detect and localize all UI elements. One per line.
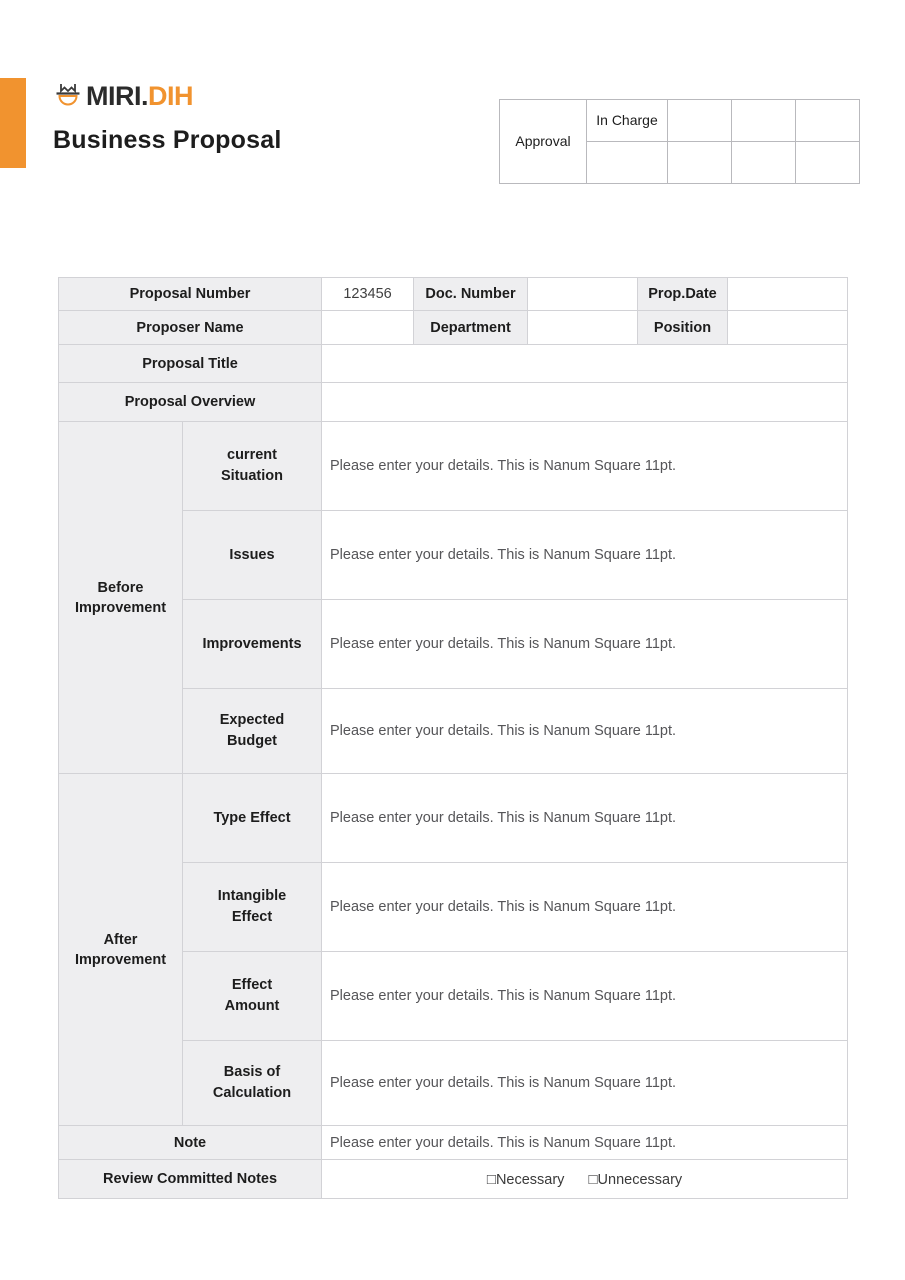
section-label-after-improvement xyxy=(59,774,183,1126)
brand-name-accent: DIH xyxy=(148,81,193,111)
sub-label-expected-budget xyxy=(183,689,322,774)
note-label: Note xyxy=(59,1126,322,1160)
brand-block xyxy=(53,78,281,155)
approval-role-row xyxy=(500,100,860,142)
field-intangible-effect[interactable]: Please enter your details. This is Nanum Square 11pt. xyxy=(322,863,848,952)
row-proposer-name xyxy=(59,311,848,345)
sub-label-improvements: Improvements xyxy=(183,600,322,689)
sub-label-effect-amount xyxy=(183,952,322,1041)
brand-name-primary: MIRI. xyxy=(86,81,148,111)
sub-label-line2: Amount xyxy=(224,998,280,1014)
brand-logo-row xyxy=(53,78,281,114)
review-option-necessary[interactable] xyxy=(487,1171,565,1188)
approval-signature-table xyxy=(499,99,860,184)
miri-cat-hat-logo-icon xyxy=(53,82,83,110)
sub-label-line1: Effect xyxy=(231,977,273,993)
section-label-line1: Before xyxy=(97,579,144,596)
row-note xyxy=(59,1126,848,1160)
prop-date-value[interactable] xyxy=(728,278,848,311)
row-after-type-effect xyxy=(59,774,848,863)
approval-signature-cell-0[interactable] xyxy=(587,142,668,184)
field-type-effect[interactable]: Please enter your details. This is Nanum Square 11pt. xyxy=(322,774,848,863)
proposal-number-value[interactable]: 123456 xyxy=(322,278,414,311)
row-review-committed-notes xyxy=(59,1160,848,1199)
approval-role-cell-1 xyxy=(668,100,732,142)
proposal-title-label: Proposal Title xyxy=(59,345,322,383)
proposal-number-label: Proposal Number xyxy=(59,278,322,311)
sub-label-line1: Expected xyxy=(219,712,285,728)
row-proposal-number xyxy=(59,278,848,311)
approval-signature-cell-2[interactable] xyxy=(732,142,796,184)
approval-label-cell: Approval xyxy=(500,100,587,184)
business-proposal-form-table xyxy=(58,277,848,1199)
row-before-current-situation xyxy=(59,422,848,511)
sub-label-type-effect: Type Effect xyxy=(183,774,322,863)
field-issues[interactable]: Please enter your details. This is Nanum Square 11pt. xyxy=(322,511,848,600)
proposal-overview-label: Proposal Overview xyxy=(59,383,322,422)
sub-label-basis-of-calculation xyxy=(183,1041,322,1126)
field-basis-of-calculation[interactable]: Please enter your details. This is Nanum Square 11pt. xyxy=(322,1041,848,1126)
field-expected-budget[interactable]: Please enter your details. This is Nanum Square 11pt. xyxy=(322,689,848,774)
position-label: Position xyxy=(638,311,728,345)
review-committed-notes-label: Review Committed Notes xyxy=(59,1160,322,1199)
approval-role-cell-0: In Charge xyxy=(587,100,668,142)
row-proposal-title xyxy=(59,345,848,383)
sub-label-line1: current xyxy=(227,447,277,463)
department-label: Department xyxy=(414,311,528,345)
orange-accent-bar xyxy=(0,78,26,168)
field-effect-amount[interactable]: Please enter your details. This is Nanum Square 11pt. xyxy=(322,952,848,1041)
field-note[interactable]: Please enter your details. This is Nanum Square 11pt. xyxy=(322,1126,848,1160)
department-value[interactable] xyxy=(528,311,638,345)
proposer-name-label: Proposer Name xyxy=(59,311,322,345)
field-improvements[interactable]: Please enter your details. This is Nanum Square 11pt. xyxy=(322,600,848,689)
review-option-necessary-label: Necessary xyxy=(495,1171,565,1188)
review-options-cell xyxy=(322,1160,848,1199)
review-option-unnecessary-label: Unnecessary xyxy=(597,1171,683,1188)
field-current-situation[interactable]: Please enter your details. This is Nanum Square 11pt. xyxy=(322,422,848,511)
checkbox-unnecessary-icon[interactable]: □ xyxy=(588,1170,598,1188)
checkbox-necessary-icon[interactable]: □ xyxy=(486,1170,496,1188)
section-label-line2: Improvement xyxy=(74,599,167,616)
sub-label-current-situation xyxy=(183,422,322,511)
approval-signature-cell-3[interactable] xyxy=(796,142,860,184)
review-option-unnecessary[interactable] xyxy=(588,1171,682,1188)
sub-label-line2: Calculation xyxy=(212,1085,292,1101)
approval-role-cell-3 xyxy=(796,100,860,142)
sub-label-line1: Intangible xyxy=(217,888,287,904)
position-value[interactable] xyxy=(728,311,848,345)
sub-label-line2: Situation xyxy=(220,468,284,484)
sub-label-line2: Budget xyxy=(227,733,277,749)
prop-date-label: Prop.Date xyxy=(638,278,728,311)
row-proposal-overview xyxy=(59,383,848,422)
doc-number-label: Doc. Number xyxy=(414,278,528,311)
doc-number-value[interactable] xyxy=(528,278,638,311)
sub-label-line1: Basis of xyxy=(223,1064,281,1080)
proposal-title-value[interactable] xyxy=(322,345,848,383)
approval-role-cell-2 xyxy=(732,100,796,142)
proposer-name-value[interactable] xyxy=(322,311,414,345)
sub-label-line2: Effect xyxy=(231,909,273,925)
approval-signature-cell-1[interactable] xyxy=(668,142,732,184)
page-title: Business Proposal xyxy=(53,126,282,154)
proposal-overview-value[interactable] xyxy=(322,383,848,422)
section-label-line2: Improvement xyxy=(74,951,167,968)
sub-label-intangible-effect xyxy=(183,863,322,952)
section-label-line1: After xyxy=(103,931,138,948)
section-label-before-improvement xyxy=(59,422,183,774)
sub-label-issues: Issues xyxy=(183,511,322,600)
